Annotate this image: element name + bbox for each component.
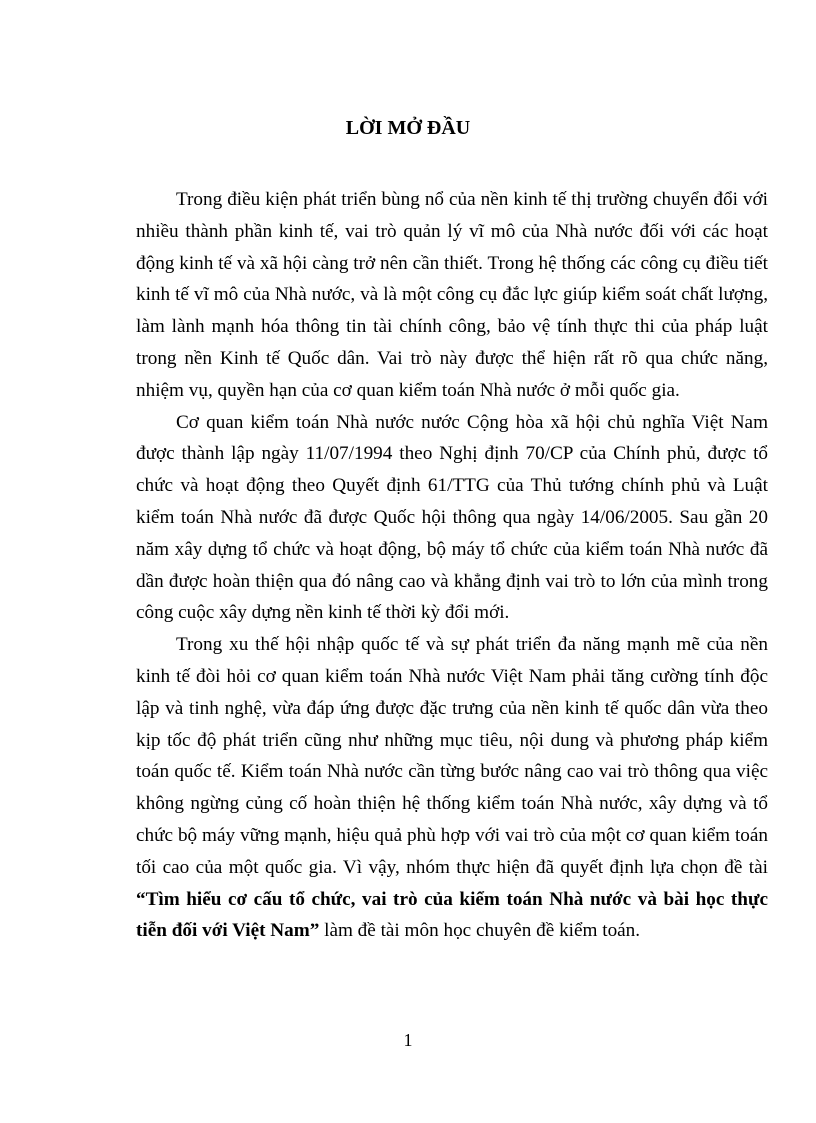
paragraph-2: Cơ quan kiểm toán Nhà nước nước Cộng hòa xã hội chủ nghĩa Việt Nam được thành lập ngày 11/07/1994 theo Nghị định 70/CP của Chính phủ, được tổ chức và hoạt động theo Quyết định 61/TTG của Thủ tướng chính phủ và Luật kiểm toán Nhà nước đã được Quốc hội thông qua ngày 14/06/2005. Sau gần 20 năm xây dựng tổ chức và hoạt động, bộ máy tổ chức của kiểm toán Nhà nước đã dần được hoàn thiện qua đó nâng cao và khẳng định vai trò to lớn của mình trong công cuộc xây dựng nền kinh tế thời kỳ đổi mới.	[136, 411, 768, 624]
document-body	[136, 184, 768, 947]
paragraph-3-text-before: Trong xu thế hội nhập quốc tế và sự phát triển đa năng mạnh mẽ của nền kinh tế đòi hỏi cơ quan kiểm toán Nhà nước Việt Nam phải tăng cường tính độc lập và tinh nghệ, vừa đáp ứng được đặc trưng của nền kinh tế quốc dân vừa theo kịp tốc độ phát triển cũng như những mục tiêu, nội dung và phương pháp kiểm toán quốc tế. Kiểm toán Nhà nước cần từng bước nâng cao vai trò thông qua việc không ngừng củng cố hoàn thiện hệ thống kiểm toán Nhà nước, xây dựng và tổ chức bộ máy vững mạnh, hiệu quả phù hợp với vai trò của một cơ quan kiểm toán tối cao của một quốc gia. Vì vậy, nhóm thực hiện đã quyết định lựa chọn đề tài	[136, 634, 768, 878]
paragraph-3	[136, 629, 768, 947]
paragraph-1: Trong điều kiện phát triển bùng nổ của nền kinh tế thị trường chuyển đổi với nhiều thành phần kinh tế, vai trò quản lý vĩ mô của Nhà nước đối với các hoạt động kinh tế và xã hội càng trở nên cần thiết. Trong hệ thống các công cụ điều tiết kinh tế vĩ mô của Nhà nước, và là một công cụ đắc lực giúp kiểm soát chất lượng, làm lành mạnh hóa thông tin tài chính công, bảo vệ tính thực thi của pháp luật trong nền Kinh tế Quốc dân. Vai trò này được thể hiện rất rõ qua chức năng, nhiệm vụ, quyền hạn của cơ quan kiểm toán Nhà nước ở mỗi quốc gia.	[136, 189, 768, 401]
page-number: 1	[403, 1030, 413, 1050]
topic-title-bold: “Tìm hiểu cơ cấu tổ chức, vai trò của kiểm toán Nhà nước và bài học thực tiễn đối với Việt Nam”	[136, 888, 768, 942]
page-title: LỜI MỞ ĐẦU	[345, 117, 471, 139]
paragraph-3-text-after: làm đề tài môn học chuyên đề kiểm toán.	[319, 920, 641, 942]
